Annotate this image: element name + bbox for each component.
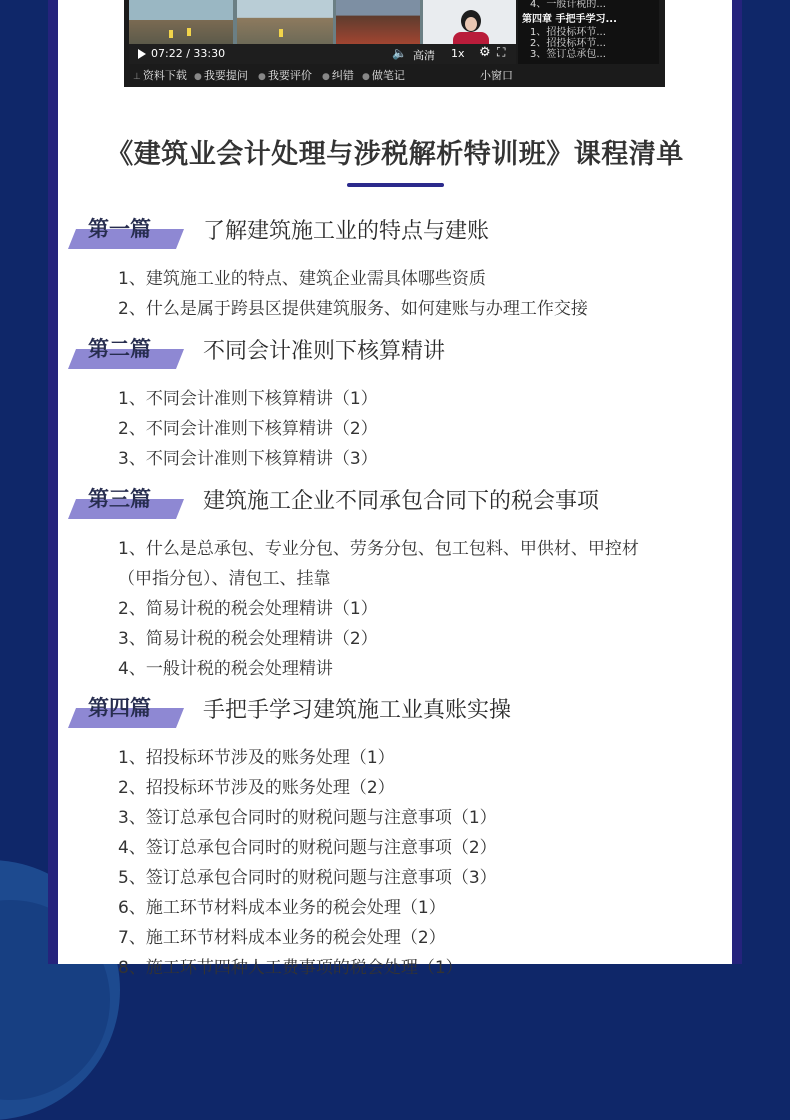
gear-icon[interactable]: ⚙ bbox=[479, 45, 491, 60]
section-tag-label: 第一篇 bbox=[88, 217, 151, 241]
page-title: 《建筑业会计处理与涉税解析特训班》课程清单 bbox=[106, 139, 684, 170]
correct-button[interactable]: ● 纠错 bbox=[322, 69, 354, 82]
construction-thumbnail bbox=[129, 0, 233, 44]
list-item: 6、施工环节材料成本业务的税会处理（1） bbox=[118, 898, 446, 918]
list-item: （甲指分包）、清包工、挂靠 bbox=[118, 569, 331, 589]
download-button[interactable]: ⊥ 资料下载 bbox=[133, 69, 187, 82]
list-item: 3、签订总承包合同时的财税问题与注意事项（1） bbox=[118, 808, 497, 828]
ask-question-button[interactable]: ● 我要提问 bbox=[194, 69, 248, 82]
worker-figure bbox=[279, 29, 283, 37]
list-item: 1、建筑施工业的特点、建筑企业需具体哪些资质 bbox=[118, 269, 486, 289]
list-item: 2、招投标环节涉及的账务处理（2） bbox=[118, 778, 395, 798]
video-player bbox=[124, 0, 665, 87]
question-icon: ● bbox=[194, 72, 202, 82]
section-tag bbox=[68, 337, 184, 369]
player-toolbar bbox=[129, 64, 659, 84]
playback-time: 07:22 / 33:30 bbox=[151, 47, 226, 60]
player-controls bbox=[129, 44, 516, 64]
title-underline bbox=[347, 183, 444, 187]
video-frame[interactable] bbox=[129, 0, 516, 44]
chapter-list bbox=[518, 0, 659, 64]
chapter-item[interactable]: 3、签订总承包... bbox=[530, 49, 606, 60]
mini-window-button[interactable]: 小窗口 bbox=[480, 69, 513, 82]
download-icon: ⊥ bbox=[133, 72, 141, 82]
section-tag-label: 第二篇 bbox=[88, 337, 151, 361]
section-title: 了解建筑施工业的特点与建账 bbox=[203, 219, 490, 244]
quality-button[interactable]: 高清 bbox=[413, 49, 435, 62]
list-item: 2、不同会计准则下核算精讲（2） bbox=[118, 419, 378, 439]
chapter-item[interactable]: 4、一般计税的... bbox=[530, 0, 606, 10]
correct-icon: ● bbox=[322, 72, 330, 82]
presenter-face bbox=[465, 17, 477, 31]
section-tag bbox=[68, 487, 184, 519]
list-item: 3、不同会计准则下核算精讲（3） bbox=[118, 449, 378, 469]
worker-figure bbox=[169, 30, 173, 38]
chapter-item[interactable]: 1、招投标环节... bbox=[530, 27, 606, 38]
chapter-item[interactable]: 2、招投标环节... bbox=[530, 38, 606, 49]
list-item: 1、什么是总承包、专业分包、劳务分包、包工包料、甲供材、甲控材 bbox=[118, 539, 639, 559]
construction-thumbnail bbox=[237, 0, 333, 44]
section-title: 手把手学习建筑施工业真账实操 bbox=[203, 698, 512, 723]
fullscreen-icon[interactable]: ⛶ bbox=[497, 45, 506, 59]
list-item: 7、施工环节材料成本业务的税会处理（2） bbox=[118, 928, 446, 948]
section-tag bbox=[68, 217, 184, 249]
section-tag-label: 第四篇 bbox=[88, 696, 151, 720]
play-icon[interactable] bbox=[138, 49, 146, 59]
list-item: 4、一般计税的税会处理精讲 bbox=[118, 659, 333, 679]
presenter-body bbox=[453, 32, 489, 44]
list-item: 4、签订总承包合同时的财税问题与注意事项（2） bbox=[118, 838, 497, 858]
section-tag-label: 第三篇 bbox=[88, 487, 151, 511]
list-item: 2、简易计税的税会处理精讲（1） bbox=[118, 599, 378, 619]
list-item: 2、什么是属于跨县区提供建筑服务、如何建账与办理工作交接 bbox=[118, 299, 588, 319]
list-item: 8、施工环节四种人工费事项的税会处理（1） bbox=[118, 958, 463, 978]
rate-button[interactable]: ● 我要评价 bbox=[258, 69, 312, 82]
list-item: 1、招投标环节涉及的账务处理（1） bbox=[118, 748, 395, 768]
speed-button[interactable]: 1x bbox=[451, 47, 465, 60]
construction-thumbnail bbox=[336, 0, 420, 44]
list-item: 5、签订总承包合同时的财税问题与注意事项（3） bbox=[118, 868, 497, 888]
notes-button[interactable]: ● 做笔记 bbox=[362, 69, 405, 82]
rate-icon: ● bbox=[258, 72, 266, 82]
worker-figure bbox=[187, 28, 191, 36]
list-item: 1、不同会计准则下核算精讲（1） bbox=[118, 389, 378, 409]
volume-icon[interactable]: 🔈 bbox=[392, 46, 407, 60]
chapter-heading[interactable]: 第四章 手把手学习... bbox=[522, 14, 617, 25]
notes-icon: ● bbox=[362, 72, 370, 82]
list-item: 3、简易计税的税会处理精讲（2） bbox=[118, 629, 378, 649]
section-title: 不同会计准则下核算精讲 bbox=[203, 339, 446, 364]
section-tag bbox=[68, 696, 184, 728]
section-title: 建筑施工企业不同承包合同下的税会事项 bbox=[203, 489, 600, 514]
